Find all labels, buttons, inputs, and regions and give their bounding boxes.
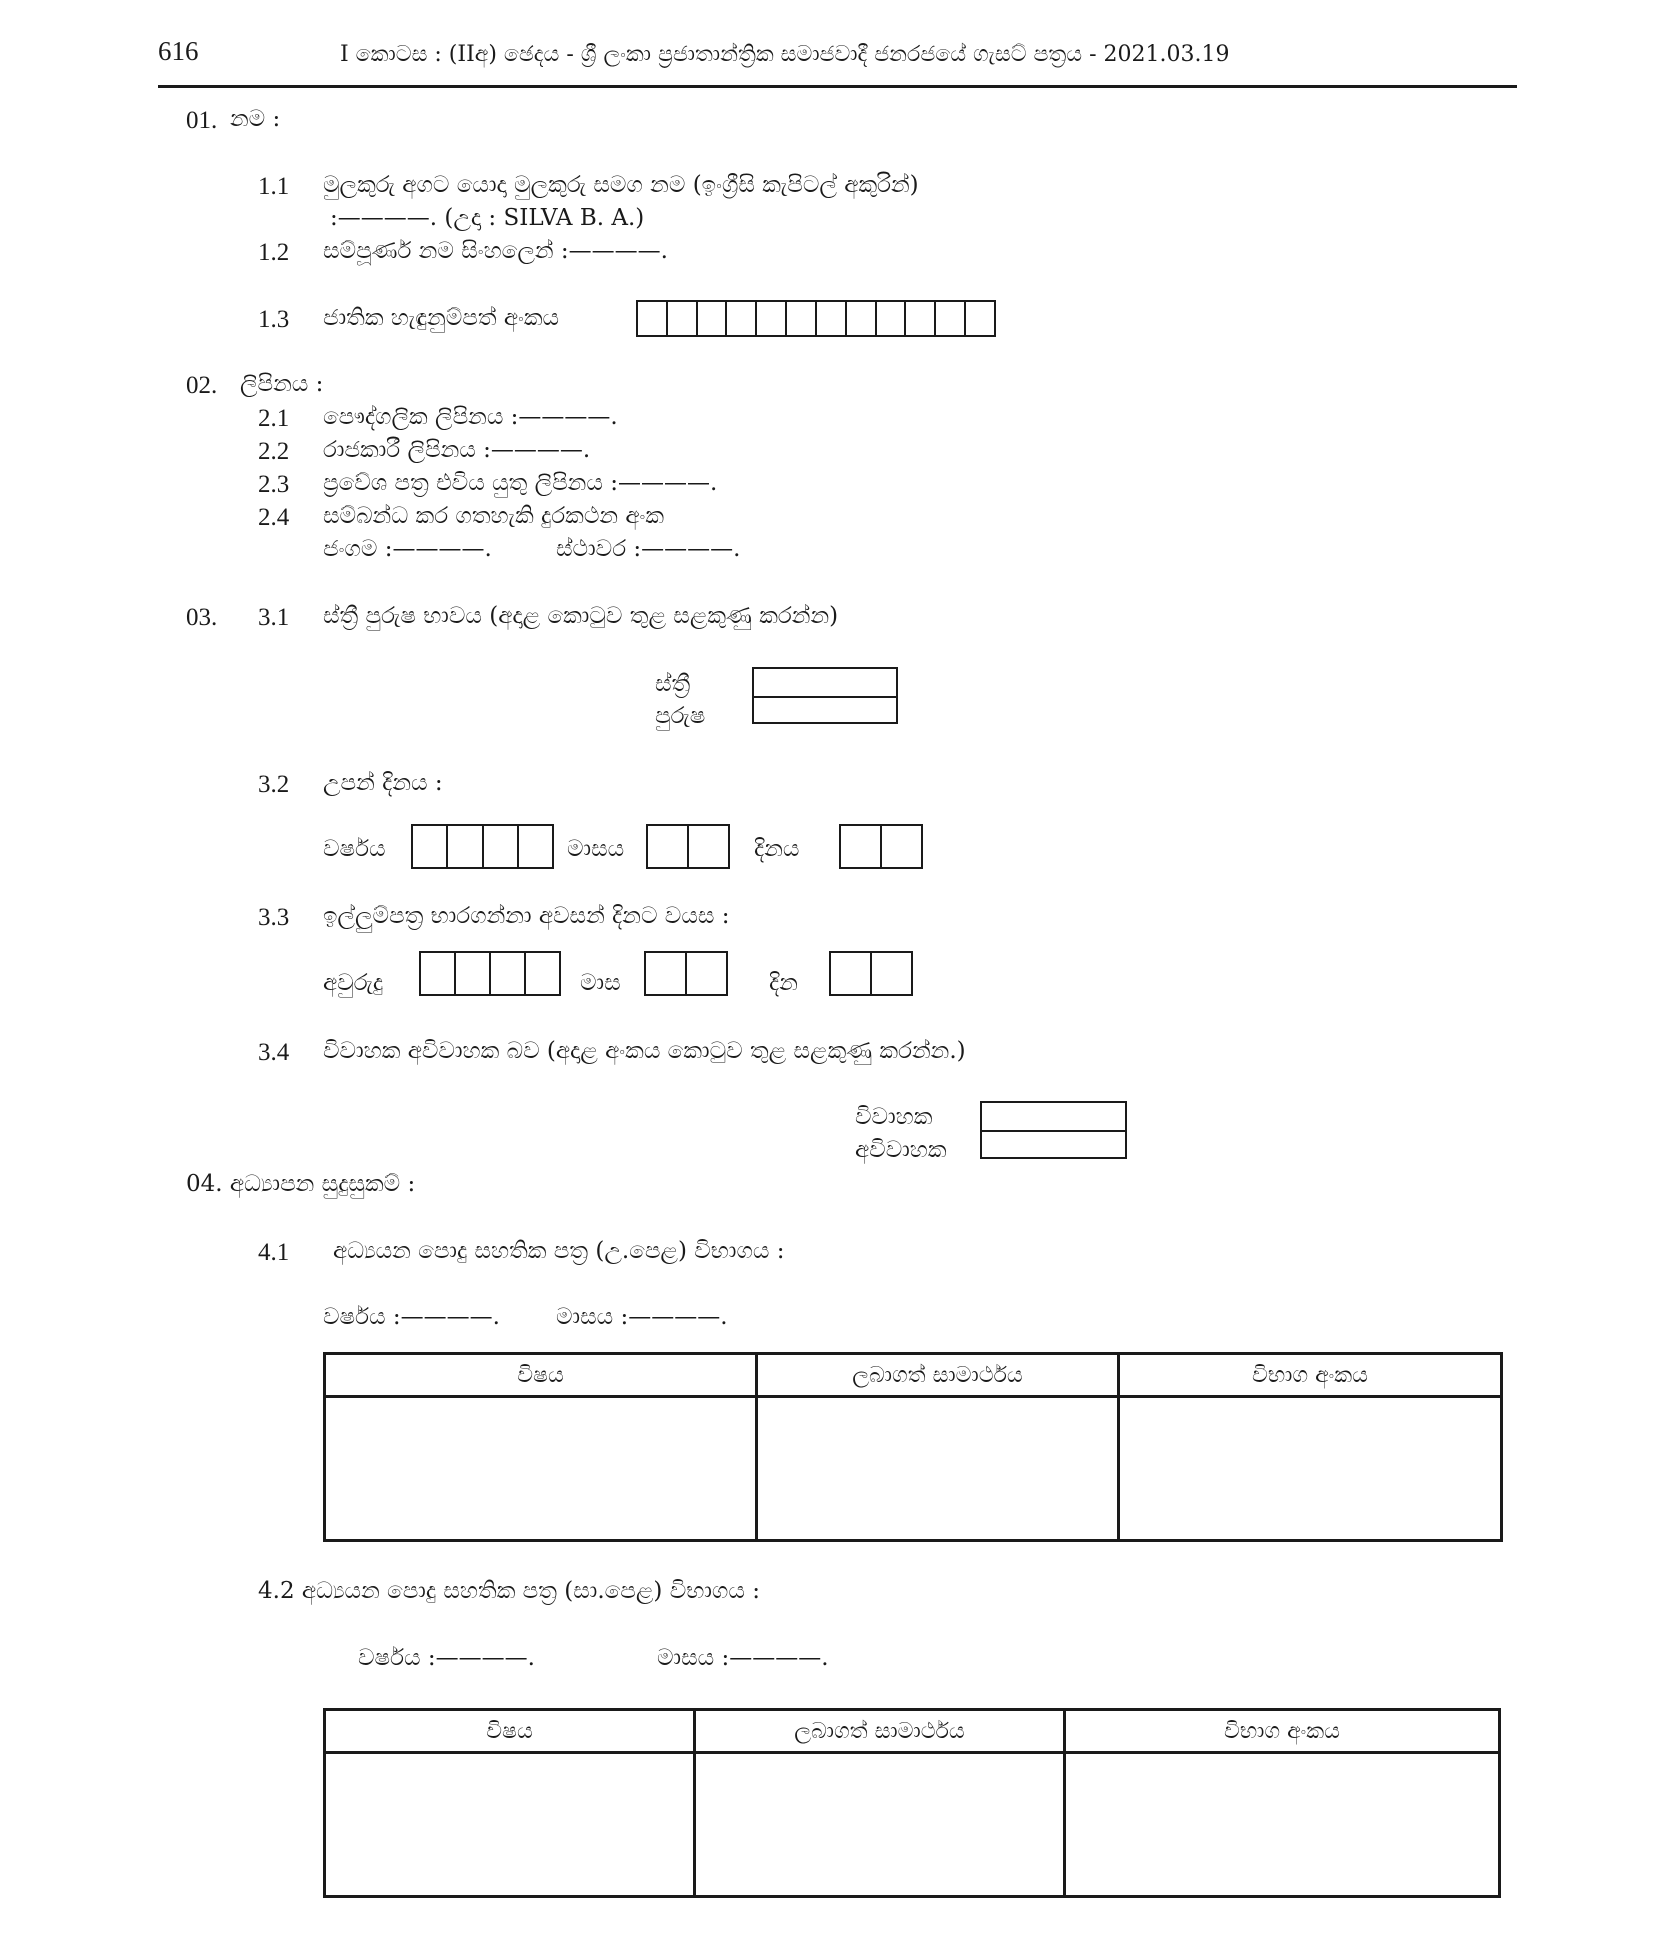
ol-subject-cell[interactable] [325, 1753, 695, 1897]
item-1-1-number: 1.1 [258, 173, 290, 200]
marital-unmarried-box[interactable] [982, 1130, 1125, 1157]
ol-month-field[interactable]: මාසය :————. [657, 1645, 829, 1671]
gender-checkboxes[interactable] [752, 667, 898, 724]
ol-table-header-row [325, 1710, 1500, 1753]
ol-grade-cell[interactable] [695, 1753, 1065, 1897]
item-2-2-field[interactable]: රාජකාරී ලිපිනය :————. [323, 437, 591, 463]
al-subject-cell[interactable] [325, 1397, 757, 1541]
al-year-field[interactable]: වර්ෂය :————. [323, 1304, 500, 1330]
item-3-3-label: ඉල්ලුම්පත්‍ර භාරගන්නා අවසන් දිනට වයස : [323, 903, 730, 929]
item-3-2-number: 3.2 [258, 771, 290, 798]
item-4-1-number: 4.1 [258, 1239, 290, 1266]
ol-results-table [323, 1708, 1501, 1898]
ol-col-grade: ලබාගත් සාමාර්ථය [695, 1710, 1065, 1753]
header-divider [158, 85, 1517, 88]
section-3-number: 03. [186, 604, 218, 631]
gender-female-box[interactable] [754, 669, 896, 696]
dob-month-boxes[interactable] [646, 824, 730, 869]
gender-male-box[interactable] [754, 696, 896, 723]
item-2-1-number: 2.1 [258, 405, 290, 432]
mobile-phone-field[interactable]: ජංගම :————. [323, 536, 492, 562]
al-col-index-number: විභාග අංකය [1119, 1354, 1502, 1397]
al-results-table [323, 1352, 1503, 1542]
marital-status-checkboxes[interactable] [980, 1101, 1127, 1159]
al-col-grade: ලබාගත් සාමාර්ථය [757, 1354, 1119, 1397]
item-3-1-label: ස්ත්‍රී පුරුෂ භාවය (අදාළ කොටුව තුළ සළකුණු කරන්න) [323, 603, 839, 629]
item-3-2-label: උපන් දිනය : [323, 770, 443, 796]
section-1-number: 01. [186, 107, 218, 134]
item-3-3-number: 3.3 [258, 904, 290, 931]
ol-col-index-number: විභාග අංකය [1065, 1710, 1500, 1753]
item-1-2-number: 1.2 [258, 239, 290, 266]
gender-female-label: ස්ත්‍රී [655, 671, 691, 697]
item-2-3-number: 2.3 [258, 471, 290, 498]
section-4-title: 04. අධ්‍යාපන සුදුසුකම් : [186, 1171, 416, 1197]
dob-day-label: දිනය [754, 836, 800, 862]
age-years-boxes[interactable] [419, 951, 561, 996]
age-days-boxes[interactable] [829, 951, 913, 996]
ol-col-subject: විෂය [325, 1710, 695, 1753]
item-2-4-label: සම්බන්ධ කර ගතහැකි දුරකථන අංක [323, 503, 665, 529]
ol-year-field[interactable]: වර්ෂය :————. [358, 1645, 535, 1671]
al-index-cell[interactable] [1119, 1397, 1502, 1541]
marital-married-box[interactable] [982, 1103, 1125, 1130]
marital-married-label: විවාහක [855, 1104, 933, 1130]
age-days-label: දින [769, 970, 798, 996]
item-2-3-field[interactable]: ප්‍රවේශ පත්‍ර එවිය යුතු ලිපිනය :————. [323, 470, 718, 496]
gender-male-label: පුරුෂ [655, 703, 706, 729]
age-months-label: මාස [580, 970, 621, 996]
al-table-row[interactable] [325, 1397, 1502, 1541]
item-2-2-number: 2.2 [258, 438, 290, 465]
al-col-subject: විෂය [325, 1354, 757, 1397]
al-month-field[interactable]: මාසය :————. [556, 1304, 728, 1330]
fixed-phone-field[interactable]: ස්ථාවර :————. [556, 536, 741, 562]
item-4-2-label: 4.2 අධ්‍යයන පොදු සහතික පත්‍ර (සා.පෙළ) විභාගය : [258, 1578, 760, 1604]
dob-year-label: වර්ෂය [323, 836, 386, 862]
item-1-3-number: 1.3 [258, 306, 290, 333]
section-1-title: නම : [230, 106, 281, 132]
item-3-4-label: විවාහක අවිවාහක බව (අදාළ අංකය කොටුව තුළ සළකුණු කරන්න.) [323, 1038, 966, 1064]
item-1-1-label: මුලකුරු අගට යොදා මුලකුරු සමග නම (ඉංග්‍රීසි කැපිටල් අකුරින්) [323, 172, 919, 198]
item-2-1-field[interactable]: පෞද්ගලික ලිපිනය :————. [323, 404, 618, 430]
page-number: 616 [158, 36, 199, 66]
gazette-header-title: I කොටස : (IIඅ) ඡෙදය - ශ්‍රී ලංකා ප්‍රජාතාන්ත්‍රික සමාජවාදී ජනරජයේ ගැසට් පත්‍රය - 2021.03.19 [340, 42, 1230, 67]
dob-year-boxes[interactable] [411, 824, 554, 869]
nic-number-boxes[interactable] [636, 300, 996, 337]
al-grade-cell[interactable] [757, 1397, 1119, 1541]
item-4-1-label: අධ්‍යයන පොදු සහතික පත්‍ර (උ.පෙළ) විභාගය : [333, 1238, 785, 1264]
age-years-label: අවුරුදු [323, 970, 384, 996]
section-2-number: 02. [186, 372, 218, 399]
dob-month-label: මාසය [567, 836, 625, 862]
item-3-1-number: 3.1 [258, 604, 290, 631]
item-1-1-field[interactable]: :————. (උදා : SILVA B. A.) [330, 205, 645, 231]
al-table-header-row [325, 1354, 1502, 1397]
item-2-4-number: 2.4 [258, 504, 290, 531]
ol-index-cell[interactable] [1065, 1753, 1500, 1897]
item-3-4-number: 3.4 [258, 1039, 290, 1066]
section-2-title: ලිපිනය : [240, 371, 324, 397]
age-months-boxes[interactable] [644, 951, 728, 996]
marital-unmarried-label: අවිවාහක [855, 1137, 947, 1163]
item-1-3-label: ජාතික හැඳුනුම්පත් අංකය [323, 305, 560, 331]
ol-table-row[interactable] [325, 1753, 1500, 1897]
item-1-2-field[interactable]: සම්පූර්ණ නම සිංහලෙන් :————. [323, 238, 668, 264]
dob-day-boxes[interactable] [839, 824, 923, 869]
